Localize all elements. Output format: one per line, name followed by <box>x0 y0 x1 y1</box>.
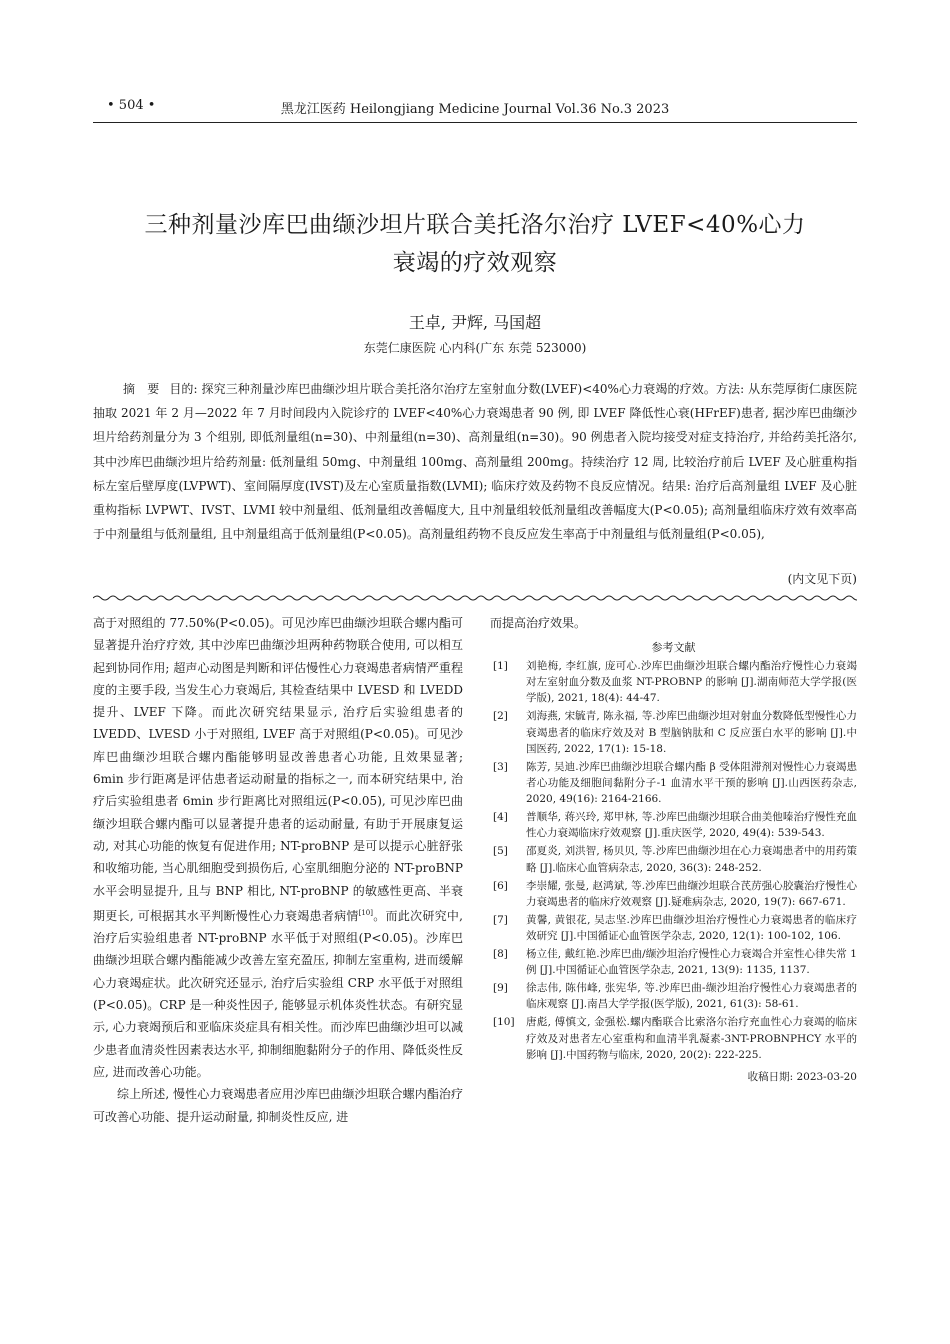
reference-item <box>490 843 857 875</box>
reference-text: 普顺华, 蒋兴玲, 郑甲林, 等.沙库巴曲缬沙坦联合曲美他嗪治疗慢性充血性心力衰竭临床疗效观察 [J].重庆医学, 2020, 49(4): 539-543. <box>526 811 857 840</box>
received-date: 收稿日期: 2023-03-20 <box>747 1071 857 1084</box>
reference-item <box>490 809 857 841</box>
discussion-text-cont: 。而此次研究中, 治疗后实验组患者 NT-proBNP 水平低于对照组(P<0.05)。沙库巴曲缬沙坦联合螺内酯能减少改善左室充盈压, 抑制左室重构, 进而缓解心力衰竭症状。此次研究还显示, 治疗后实验组 CRP 水平低于对照组(P<0.05)。CRP 是一种炎性因子, 能够显示机体炎性状态。有研究显示, 心力衰竭预后和亚临床炎症具有相关性。而沙库巴曲缬沙坦可以减少患者血清炎性因素表达水平, 抑制细胞黏附分子的作用、降低炎性反应, 进而改善心功能。 <box>93 908 463 1079</box>
abstract <box>93 377 857 546</box>
references-title: 参考文献 <box>651 641 696 654</box>
reference-number: [7] <box>493 913 508 926</box>
reference-item <box>490 878 857 910</box>
reference-item <box>490 1014 857 1063</box>
reference-item <box>490 759 857 808</box>
conclusion-tail: 而提高治疗效果。 <box>490 616 587 630</box>
reference-text: 徐志伟, 陈伟峰, 张宪华, 等.沙库巴曲-缬沙坦治疗慢性心力衰竭患者的临床观察 [J].南昌大学学报(医学版), 2021, 61(3): 58-61. <box>526 982 857 1011</box>
reference-number: [2] <box>493 710 508 723</box>
reference-number: [10] <box>493 1016 515 1029</box>
abstract-text: 目的: 探究三种剂量沙库巴曲缬沙坦片联合美托洛尔治疗左室射血分数(LVEF)<40%心力衰竭的疗效。方法: 从东莞厚街仁康医院抽取 2021 年 2 月—2022 年 7 月时间段内入院诊疗的 LVEF<40%心力衰竭患者 90 例, 即 LVEF 降低性心衰(HFrEF)患者, 据沙库巴曲缬沙坦片给药剂量分为 3 个组别, 即低剂量组(n=30)、中剂量组(n=30)、高剂量组(n=30)。90 例患者入院均接受对症支持治疗, 并给药美托洛尔, 其中沙库巴曲缬沙坦片给药剂量: 低剂量组 50mg、中剂量组 100mg、高剂量组 200mg。持续治疗 12 周, 比较治疗前后 LVEF 及心脏重构指标左室后壁厚度(LVPWT)、室间隔厚度(IVST)及左心室质量指数(LVMI); 临床疗效及药物不良反应情况。结果: 治疗后高剂量组 LVEF 及心脏重构指标 LVPWT、IVST、LVMI 较中剂量组、低剂量组改善幅度大, 且中剂量组较低剂量组改善幅度大(P<0.05); 高剂量组临床疗效有效率高于中剂量组与低剂量组, 且中剂量组高于低剂量组(P<0.05)。高剂量组药物不良反应发生率高于中剂量组与低剂量组(P<0.05), <box>93 382 857 542</box>
reference-number: [5] <box>493 845 508 858</box>
page-number: • 504 • <box>107 98 156 113</box>
running-header <box>93 96 857 120</box>
authors: 王卓, 尹辉, 马国超 <box>408 313 542 332</box>
affiliation: 东莞仁康医院 心内科(广东 东莞 523000) <box>363 341 587 355</box>
body-right-column <box>490 612 857 1084</box>
discussion-text: 高于对照组的 77.50%(P<0.05)。可见沙库巴曲缬沙坦联合螺内酯可显著提升治疗疗效, 其中沙库巴曲缬沙坦两种药物联合使用, 可以相互起到协同作用; 超声心动图是判断和评估慢性心力衰竭患者病情严重程度的主要手段, 当发生心力衰竭后, 其检查结果中 LVESD 和 LVEDD 提升、LVEF 下降。而此次研究结果显示, 治疗后实验组患者的 LVEDD、LVESD 小于对照组, LVEF 高于对照组(P<0.05)。可见沙库巴曲缬沙坦联合螺内酯能够明显改善患者心功能, 且效果显著; 6min 步行距离是评估患者运动耐量的指标之一, 而本研究结果中, 治疗后实验组患者 6min 步行距离比对照组远(P<0.05), 可见沙库巴曲缬沙坦联合螺内酯可以显著提升患者的运动耐量, 有助于开展康复运动, 对其心功能的恢复有促进作用; NT-proBNP 是可以提示心脏舒张和收缩功能, 当心肌细胞受到损伤后, 心室肌细胞分泌的 NT-proBNP 水平会明显提升, 且与 BNP 相比, NT-proBNP 的敏感性更高、半衰期更长, 可根据其水平判断慢性心力衰竭患者病情 <box>93 616 463 923</box>
abstract-label: 摘 要 <box>123 382 160 396</box>
reference-item <box>490 980 857 1012</box>
continued-note: (内文见下页) <box>787 572 857 586</box>
reference-text: 杨立佳, 戴红艳.沙库巴曲/缬沙坦治疗慢性心力衰竭合并室性心律失常 1 例 [J].中国循证心血管医学杂志, 2021, 13(9): 1135, 1137. <box>526 948 857 977</box>
title-line-2: 衰竭的疗效观察 <box>392 250 558 276</box>
reference-item <box>490 658 857 707</box>
reference-text: 邵夏炎, 刘洪智, 杨贝贝, 等.沙库巴曲缬沙坦在心力衰竭患者中的用药策略 [J].临床心血管病杂志, 2020, 36(3): 248-252. <box>526 845 857 874</box>
reference-number: [1] <box>493 660 508 672</box>
reference-number: [8] <box>493 948 508 961</box>
wavy-divider <box>93 593 857 603</box>
article-title <box>93 206 857 282</box>
reference-number: [6] <box>493 879 508 892</box>
body-left-column <box>93 612 463 1128</box>
reference-item <box>490 708 857 757</box>
journal-name: 黑龙江医药 Heilongjiang Medicine Journal Vol.36 No.3 2023 <box>280 102 670 117</box>
reference-text: 刘海燕, 宋毓青, 陈永福, 等.沙库巴曲缬沙坦对射血分数降低型慢性心力衰竭患者的临床疗效及对 B 型脑钠肽和 C 反应蛋白水平的影响 [J].中国医药, 2022, 17(1): 15-18. <box>526 710 857 755</box>
reference-number: [9] <box>493 982 508 995</box>
reference-text: 黄馨, 黄银花, 吴志坚.沙库巴曲缬沙坦治疗慢性心力衰竭患者的临床疗效研究 [J].中国循证心血管医学杂志, 2020, 12(1): 100-102, 106. <box>526 913 857 943</box>
paragraph-discussion <box>93 612 463 1083</box>
reference-item <box>490 946 857 978</box>
reference-text: 陈芳, 吴迪.沙库巴曲缬沙坦联合螺内酯 β 受体阻滞剂对慢性心力衰竭患者心功能及细胞间黏附分子-1 血清水平干预的影响 [J].山西医药杂志, 2020, 49(16): 2164-2166. <box>526 760 857 806</box>
citation: [10] <box>358 908 373 917</box>
paragraph-conclusion: 综上所述, 慢性心力衰竭患者应用沙库巴曲缬沙坦联合螺内酯治疗可改善心功能、提升运动耐量, 抑制炎性反应, 进 <box>93 1087 463 1124</box>
reference-list <box>490 658 857 1063</box>
reference-item <box>490 912 857 944</box>
reference-text: 李崇耀, 张曼, 赵鸿斌, 等.沙库巴曲缬沙坦联合芪苈强心胶囊治疗慢性心力衰竭患者的临床疗效观察 [J].疑难病杂志, 2020, 19(7): 667-671. <box>526 879 857 908</box>
header-rule <box>93 122 857 123</box>
reference-text: 刘艳梅, 李红旗, 庞可心.沙库巴曲缬沙坦联合螺内酯治疗慢性心力衰竭对左室射血分数及血浆 NT-PROBNP 的影响 [J].湖南师范大学学报(医学版), 2021, 18(4): 44-47. <box>526 660 857 705</box>
title-line-1: 三种剂量沙库巴曲缬沙坦片联合美托洛尔治疗 LVEF<40%心力 <box>144 212 806 238</box>
reference-text: 唐彪, 傅慎文, 金强松.螺内酯联合比索洛尔治疗充血性心力衰竭的临床疗效及对患者左心室重构和血清半乳凝素-3NT-PROBNPHCY 水平的影响 [J].中国药物与临床, 2020, 20(2): 222-225. <box>526 1016 857 1061</box>
reference-number: [4] <box>493 811 508 824</box>
reference-number: [3] <box>493 760 508 773</box>
